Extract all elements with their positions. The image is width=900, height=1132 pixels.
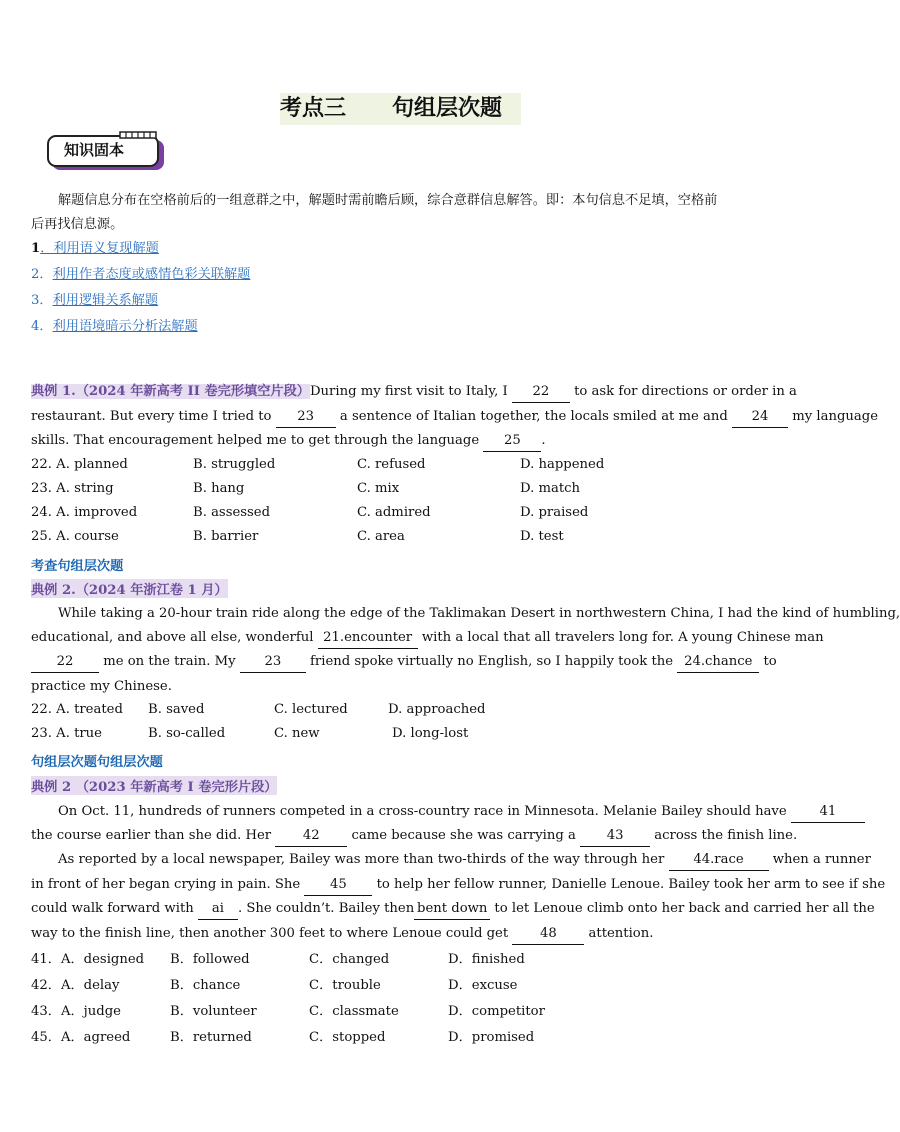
option-b[interactable]: B．followed [170,952,250,967]
option-a[interactable]: 42．A．delay [31,978,120,993]
option-c[interactable]: C．classmate [309,1004,399,1019]
option-c[interactable]: C．changed [309,952,390,967]
blank-23: 23 [240,652,306,673]
blank-23: 23 [276,407,336,428]
option-b[interactable]: B. so-called [148,726,226,741]
method-num: 4． [31,319,53,334]
option-d[interactable]: D．competitor [448,1004,545,1019]
blank-ai: ai [198,899,238,920]
intro-line-2: 后再找信息源。 [31,217,124,232]
blank-43: 43 [580,826,650,847]
blank-24: 24 [732,407,788,428]
option-d[interactable]: D．promised [448,1030,535,1045]
option-c[interactable]: C. mix [357,481,400,496]
option-c[interactable]: C. admired [357,505,431,520]
option-a[interactable]: 23. A. true [31,726,102,741]
method-item-3[interactable] [31,291,158,311]
page-title: 考点三 句组层次题 [280,93,521,125]
option-b[interactable]: B．chance [170,978,241,993]
method-link[interactable]: 利用逻辑关系解题 [52,293,159,308]
option-d[interactable]: D．finished [448,952,525,967]
option-c[interactable]: C. new [274,726,320,741]
option-c[interactable]: C. area [357,529,405,544]
example-3-p2-line-2: in front of her began crying in pain. She 45 to help her fellow runner, Danielle Lenoue. Bailey took her arm to see if she [31,875,885,896]
option-b[interactable]: B．volunteer [170,1004,257,1019]
option-a[interactable]: 22. A. treated [31,702,123,717]
option-a[interactable]: 45．A．agreed [31,1030,131,1045]
option-c[interactable]: C. lectured [274,702,348,717]
intro-line-1: 解题信息分布在空格前后的一组意群之中，解题时需前瞻后顾，综合意群信息解答。即：本句信息不足填，空格前 [58,193,718,208]
option-a[interactable]: 41．A．designed [31,952,145,967]
example-1-line-1: 典例 1.（2024 年新高考 II 卷完形填空片段）During my first visit to Italy, I 22 to ask for directions or order in a [31,382,797,403]
option-a[interactable]: 22. A. planned [31,457,128,472]
subheading-2: 句组层次题句组层次题 [31,755,163,770]
blank-25: 25 [483,431,541,452]
example-2-line-2: educational, and above all else, wonderful 21.encounter with a local that all travelers long for. A young Chinese man [31,628,824,649]
option-a[interactable]: 43．A．judge [31,1004,121,1019]
option-d[interactable]: D. approached [388,702,486,717]
option-a[interactable]: 23. A. string [31,481,114,496]
option-b[interactable]: B. barrier [193,529,259,544]
example-2-heading: 典例 2.（2024 年浙江卷 1 月） [31,579,228,598]
example-3-p1-line-2: the course earlier than she did. Her 42 came because she was carrying a 43 across the finish line. [31,826,797,847]
subheading-1: 考查句组层次题 [31,559,124,574]
blank-45: 45 [304,875,372,896]
blank-44: 44.race [669,850,769,871]
blank-41: 41 [791,802,865,823]
option-c[interactable]: C. refused [357,457,426,472]
example-2-line-1: While taking a 20-hour train ride along the edge of the Taklimakan Desert in northwestern China, I had the kind of humbling, [58,606,900,621]
option-d[interactable]: D. test [520,529,564,544]
example-2-line-4: practice my Chinese. [31,679,172,694]
option-a[interactable]: 25. A. course [31,529,119,544]
example-3-heading: 典例 2 （2023 年新高考 I 卷完形片段） [31,776,277,795]
method-item-4[interactable] [31,317,198,337]
method-link[interactable]: ．利用语义复现解题 [40,241,159,256]
option-d[interactable]: D. happened [520,457,605,472]
option-c[interactable]: C．trouble [309,978,381,993]
example-1-line-2: restaurant. But every time I tried to 23 a sentence of Italian together, the locals smiled at me and 24 my language [31,407,878,428]
example-2-line-3: 22 me on the train. My 23 friend spoke virtually no English, so I happily took the 24.chance to [31,652,777,673]
blank-bent-down: bent down [414,899,490,920]
blank-22: 22 [512,382,570,403]
blank-21: 21.encounter [318,628,418,649]
option-d[interactable]: D. match [520,481,581,496]
method-link[interactable]: 利用语境暗示分析法解题 [52,319,198,334]
method-item-1[interactable] [31,239,159,259]
example-1-heading: 典例 1.（2024 年新高考 II 卷完形填空片段） [31,384,310,399]
example-3-p2-line-4: way to the finish line, then another 300 feet to where Lenoue could get 48 attention. [31,924,653,945]
option-b[interactable]: B. assessed [193,505,271,520]
option-b[interactable]: B．returned [170,1030,252,1045]
method-item-2[interactable] [31,265,250,285]
method-num: 1 [31,241,41,256]
blank-42: 42 [275,826,347,847]
blank-22: 22 [31,652,99,673]
option-c[interactable]: C．stopped [309,1030,386,1045]
option-a[interactable]: 24. A. improved [31,505,138,520]
blank-24: 24.chance [677,652,759,673]
example-3-p2-line-3: could walk forward with ai . She couldn’t. Bailey then bent down to let Lenoue climb onto her back and carried her all the [31,899,875,920]
method-num: 2． [31,267,53,282]
option-d[interactable]: D. praised [520,505,589,520]
example-3-p2-line-1: As reported by a local newspaper, Bailey was more than two-thirds of the way through her 44.race when a runner [58,850,871,871]
method-link[interactable]: 利用作者态度或感情色彩关联解题 [52,267,251,282]
option-d[interactable]: D．excuse [448,978,518,993]
method-num: 3． [31,293,53,308]
option-b[interactable]: B. struggled [193,457,276,472]
blank-48: 48 [512,924,584,945]
example-1-line-3: skills. That encouragement helped me to get through the language 25 . [31,431,546,452]
example-3-p1-line-1: On Oct. 11, hundreds of runners competed in a cross-country race in Minnesota. Melanie Bailey should have 41 [58,802,865,823]
section-badge-label: 知识固本 [64,141,125,159]
option-d[interactable]: D. long-lost [392,726,469,741]
option-b[interactable]: B. saved [148,702,205,717]
option-b[interactable]: B. hang [193,481,245,496]
